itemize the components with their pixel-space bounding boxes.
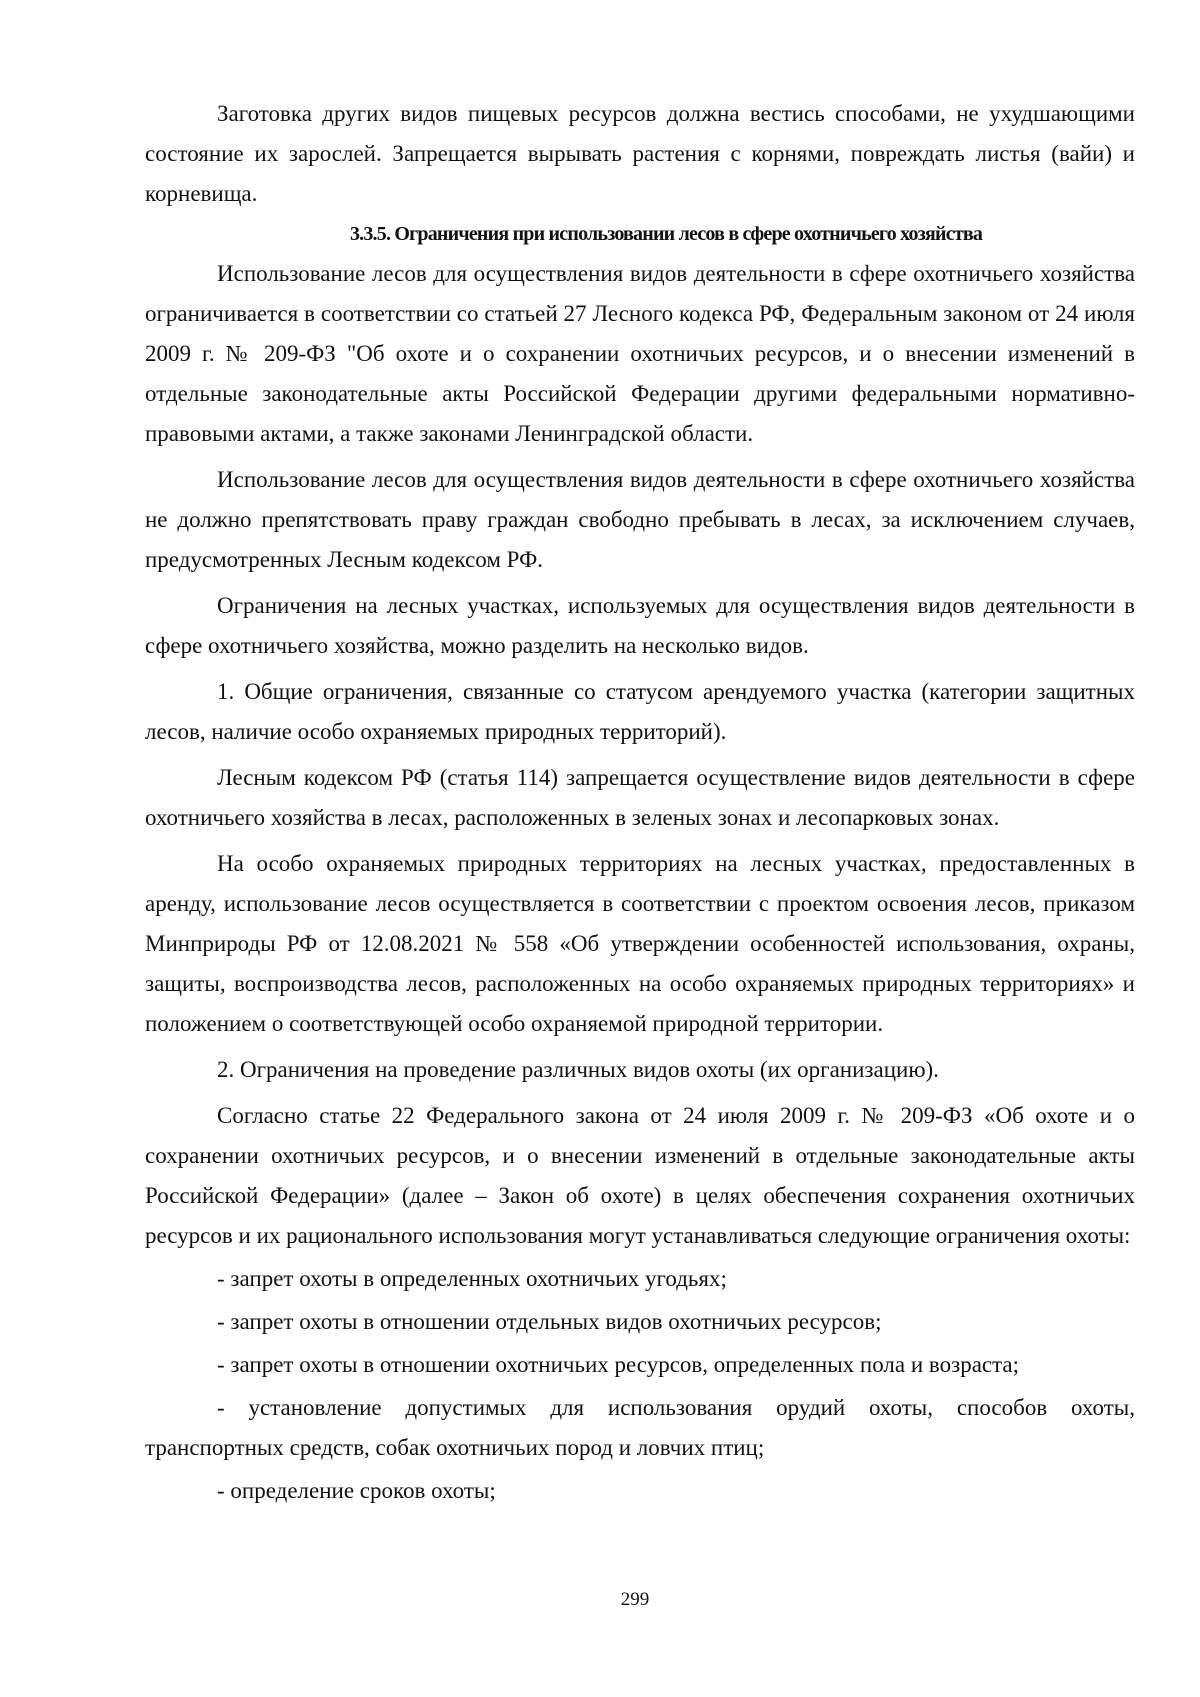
page-number: 299 (620, 1589, 650, 1610)
paragraph-hunting-law: Согласно статье 22 Федерального закона от 24 июля 2009 г. № 209-ФЗ «Об охоте и о сохранении охотничьих ресурсов, и о внесении изменений в отдельные законодательные акты Российской Федерации» (далее – Закон об охоте) в целях обеспечения сохранения охотничьих ресурсов и их рационального использования могут устанавливаться следующие ограничения охоты: (145, 1103, 1135, 1248)
list-item: - определение сроков охоты; (217, 1478, 496, 1503)
list-item: - запрет охоты в отношении охотничьих ресурсов, определенных пола и возраста; (217, 1352, 1020, 1377)
paragraph-protected-territories: На особо охраняемых природных территориях на лесных участках, предоставленных в аренду, использование лесов осуществляется в соответствии с проектом освоения лесов, приказом Минприроды РФ от 12.08.2021 № 558 «Об утверждении особенностей использования, охраны, защиты, воспроизводства лесов, расположенных на особо охраняемых природных территориях» и положением о соответствующей особо охраняемой природной территории. (145, 851, 1135, 1036)
paragraph-general-restrictions: 1. Общие ограничения, связанные со статусом арендуемого участка (категории защитных лесов, наличие особо охраняемых природных территорий). (145, 679, 1135, 744)
paragraph-restriction-types: Ограничения на лесных участках, используемых для осуществления видов деятельности в сфере охотничьего хозяйства, можно разделить на несколько видов. (145, 593, 1135, 658)
paragraph-hunting-restrictions: 2. Ограничения на проведение различных видов охоты (их организацию). (217, 1057, 939, 1082)
document-page (145, 94, 1135, 1511)
paragraph-forest-use-restriction: Использование лесов для осуществления видов деятельности в сфере охотничьего хозяйства ограничивается в соответствии со статьей 27 Лесного кодекса РФ, Федеральным законом от 24 июля 2009 г. № 209-ФЗ "Об охоте и о сохранении охотничьих ресурсов, и о внесении изменений в отдельные законодательные акты Российской Федерации другими федеральными нормативно-правовыми актами, а также законами Ленинградской области. (145, 261, 1135, 446)
paragraph-citizens-right: Использование лесов для осуществления видов деятельности в сфере охотничьего хозяйства не должно препятствовать праву граждан свободно пребывать в лесах, за исключением случаев, предусмотренных Лесным кодексом РФ. (145, 467, 1135, 572)
paragraph-forest-code-article: Лесным кодексом РФ (статья 114) запрещается осуществление видов деятельности в сфере охотничьего хозяйства в лесах, расположенных в зеленых зонах и лесопарковых зонах. (145, 765, 1135, 830)
list-item: - запрет охоты в отношении отдельных видов охотничьих ресурсов; (217, 1309, 882, 1334)
list-item: - запрет охоты в определенных охотничьих угодьях; (217, 1266, 727, 1291)
list-item: - установление допустимых для использования орудий охоты, способов охоты, транспортных средств, собак охотничьих пород и ловчих птиц; (145, 1395, 1135, 1460)
paragraph-food-resources: Заготовка других видов пищевых ресурсов должна вестись способами, не ухудшающими состояние их зарослей. Запрещается вырывать растения с корнями, повреждать листья (вайи) и корневища. (145, 101, 1135, 206)
section-heading: 3.3.5. Ограничения при использовании лесов в сфере охотничьего хозяйства (349, 223, 983, 245)
